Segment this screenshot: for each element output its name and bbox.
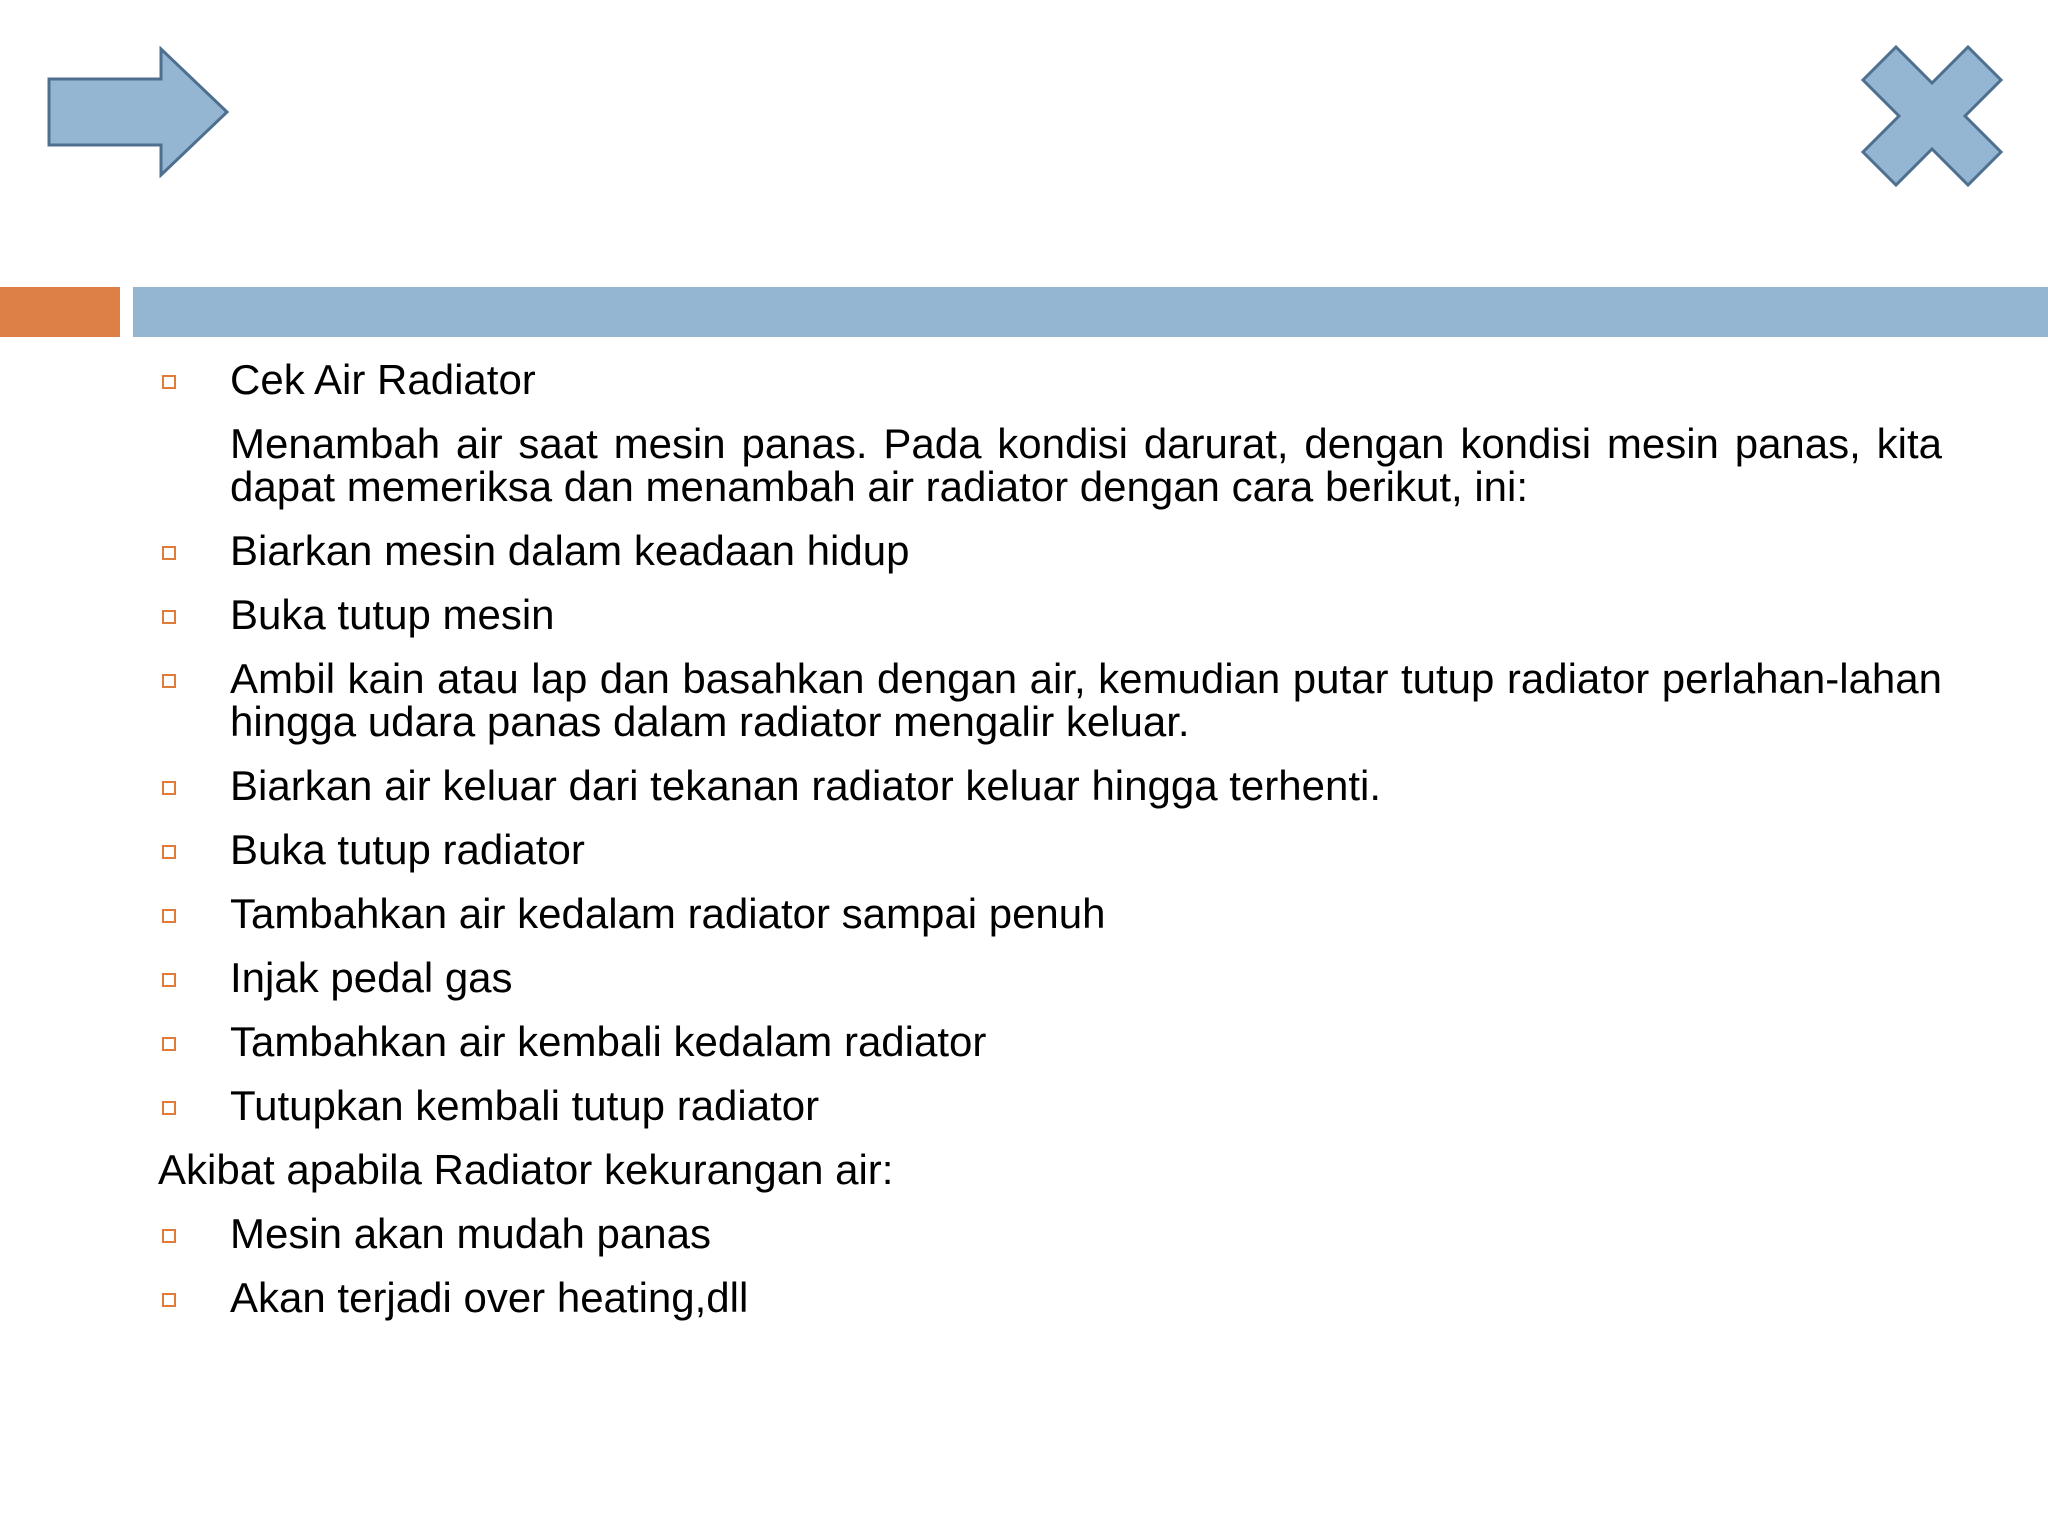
square-bullet-icon bbox=[162, 1229, 176, 1243]
cross-icon[interactable] bbox=[1860, 44, 2004, 188]
item-text: Tambahkan air kembali kedalam radiator bbox=[230, 1018, 987, 1065]
cross-shape bbox=[1863, 47, 2001, 185]
arrow-right-icon[interactable] bbox=[46, 46, 230, 178]
list-item bbox=[158, 828, 1942, 871]
item-text: Buka tutup radiator bbox=[230, 826, 585, 873]
square-bullet-icon bbox=[162, 546, 176, 560]
list-item bbox=[158, 956, 1942, 999]
item-text: Akibat apabila Radiator kekurangan air: bbox=[158, 1146, 894, 1193]
item-text: Mesin akan mudah panas bbox=[230, 1210, 711, 1257]
item-text: Tutupkan kembali tutup radiator bbox=[230, 1082, 820, 1129]
list-item bbox=[158, 529, 1942, 572]
item-text: Biarkan air keluar dari tekanan radiator keluar hingga terhenti. bbox=[230, 762, 1382, 809]
square-bullet-icon bbox=[162, 845, 176, 859]
item-text: Injak pedal gas bbox=[230, 954, 513, 1001]
arrow-right-shape bbox=[49, 49, 227, 175]
list-item bbox=[158, 1276, 1942, 1319]
square-bullet-icon bbox=[162, 1101, 176, 1115]
item-text: Cek Air Radiator bbox=[230, 356, 536, 403]
slide-content bbox=[158, 358, 1942, 1340]
list-item bbox=[158, 358, 1942, 401]
item-text: Buka tutup mesin bbox=[230, 591, 555, 638]
list-item bbox=[158, 1020, 1942, 1063]
list-item bbox=[158, 657, 1942, 743]
square-bullet-icon bbox=[162, 973, 176, 987]
square-bullet-icon bbox=[162, 1037, 176, 1051]
square-bullet-icon bbox=[162, 674, 176, 688]
item-text: Ambil kain atau lap dan basahkan dengan air, kemudian putar tutup radiator perlahan-lahan hingga udara panas dalam radiator mengalir keluar. bbox=[230, 655, 1942, 745]
item-text: Biarkan mesin dalam keadaan hidup bbox=[230, 527, 910, 574]
square-bullet-icon bbox=[162, 1293, 176, 1307]
section-heading bbox=[158, 1148, 1942, 1191]
list-item bbox=[158, 1084, 1942, 1127]
list-item bbox=[158, 1212, 1942, 1255]
item-text: Menambah air saat mesin panas. Pada kondisi darurat, dengan kondisi mesin panas, kita dapat memeriksa dan menambah air radiator dengan cara berikut, ini: bbox=[230, 420, 1942, 510]
item-text: Tambahkan air kedalam radiator sampai penuh bbox=[230, 890, 1106, 937]
square-bullet-icon bbox=[162, 909, 176, 923]
list-item bbox=[158, 593, 1942, 636]
list-item bbox=[158, 892, 1942, 935]
accent-bar-blue bbox=[133, 287, 2048, 337]
accent-bar-orange bbox=[0, 287, 120, 337]
list-item bbox=[158, 422, 1942, 508]
item-text: Akan terjadi over heating,dll bbox=[230, 1274, 749, 1321]
list-item bbox=[158, 764, 1942, 807]
square-bullet-icon bbox=[162, 781, 176, 795]
square-bullet-icon bbox=[162, 610, 176, 624]
square-bullet-icon bbox=[162, 375, 176, 389]
